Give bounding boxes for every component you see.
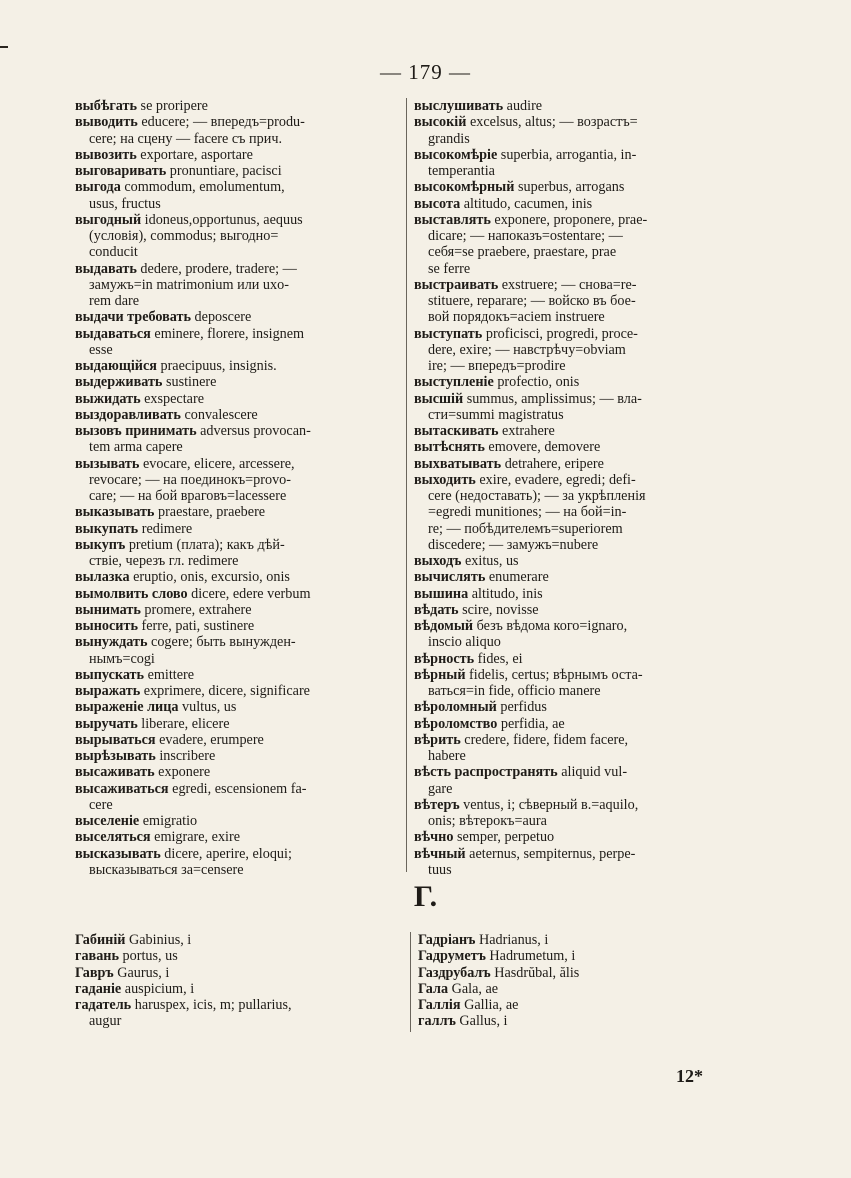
entry-definition: exponere, proponere, prae-	[494, 211, 648, 228]
entry-definition: sustinere	[165, 374, 217, 391]
entry-headword: высаживаться	[75, 780, 169, 797]
dictionary-entry	[414, 586, 746, 602]
left-column	[75, 98, 405, 878]
entry-definition: convalescere	[184, 406, 258, 423]
entry-continuation: inscio aliquo	[428, 634, 501, 651]
entry-headword: вычислять	[414, 569, 486, 586]
entry-definition: superbus, arrogans	[517, 179, 625, 196]
entry-headword: выручать	[75, 715, 138, 732]
dictionary-entry	[75, 374, 405, 390]
g-right-column	[418, 932, 748, 1030]
entry-definition: egredi, escensionem fa-	[172, 780, 307, 797]
dictionary-entry	[414, 179, 746, 195]
entry-definition: enumerare	[488, 569, 549, 586]
entry-headword: вытѣснять	[414, 439, 485, 456]
g-left-column	[75, 932, 405, 1030]
entry-definition: haruspex, icis, m; pullarius,	[134, 997, 292, 1013]
entry-continuation: dicare; — напоказъ=ostentare; —	[428, 228, 623, 244]
dictionary-entry	[75, 407, 405, 423]
entry-definition: eminere, florere, insignem	[154, 325, 305, 342]
dictionary-entry	[414, 277, 746, 326]
entry-continuation: gare	[428, 780, 453, 797]
entry-headword: выжидать	[75, 390, 141, 407]
entry-headword: вѣсть распространять	[414, 764, 558, 781]
entry-headword: вѣдать	[414, 601, 459, 618]
entry-headword: высокомѣрный	[414, 179, 515, 196]
entry-headword: выступать	[414, 325, 483, 342]
dictionary-entry	[75, 423, 405, 456]
entry-definition: adversus provocan-	[200, 423, 311, 439]
dictionary-entry	[414, 147, 746, 180]
entry-definition: emigratio	[142, 813, 198, 829]
entry-continuation: tuus	[428, 861, 452, 878]
entry-headword: выражать	[75, 683, 141, 699]
dictionary-entry	[75, 569, 405, 585]
entry-headword: выгода	[75, 179, 121, 196]
entry-headword: галлъ	[418, 1013, 456, 1030]
entry-definition: extrahere	[502, 423, 555, 439]
entry-headword: выходъ	[414, 553, 462, 569]
entry-headword: вѣроломный	[414, 699, 497, 716]
entry-headword: выдаваться	[75, 325, 151, 342]
entry-continuation: себя=se praebere, praestare, prae	[428, 244, 617, 261]
entry-definition: exportare, asportare	[140, 146, 253, 163]
dictionary-entry	[418, 965, 748, 981]
entry-headword: выздоравливать	[75, 406, 181, 423]
entry-headword: Газдрубалъ	[418, 964, 491, 981]
entry-continuation: revocare; — на поединокъ=provo-	[89, 471, 292, 488]
dictionary-entry	[75, 98, 405, 114]
dictionary-entry	[75, 537, 405, 570]
entry-headword: выхватывать	[414, 455, 502, 472]
entry-continuation: discedere; — замужъ=nubere	[428, 536, 599, 553]
entry-continuation: ваться=in fide, officio manere	[428, 683, 601, 699]
entry-definition: Gallus, i	[459, 1013, 508, 1030]
entry-definition: Gallia, ae	[464, 997, 519, 1013]
entry-continuation: onis; вѣтерокъ=aura	[428, 813, 547, 829]
entry-definition: ferre, pati, sustinere	[141, 618, 255, 634]
entry-continuation: cere	[89, 796, 113, 813]
printer-signature: 12*	[676, 1066, 703, 1086]
g-column-divider	[410, 932, 411, 1032]
entry-definition: altitudo, cacumen, inis	[463, 195, 593, 212]
entry-continuation: se ferre	[428, 260, 471, 277]
dictionary-entry	[75, 358, 405, 374]
entry-headword: выставлять	[414, 211, 491, 228]
entry-headword: высота	[414, 195, 461, 212]
dictionary-entry	[75, 846, 405, 879]
dictionary-entry	[75, 667, 405, 683]
entry-definition: fides, ei	[477, 650, 523, 667]
entry-headword: высокомѣріе	[414, 146, 498, 163]
entry-definition: educere; — впередъ=produ-	[141, 114, 305, 131]
dictionary-entry	[414, 472, 746, 553]
entry-definition: audire	[506, 98, 543, 114]
entry-continuation: высказываться за=censere	[89, 861, 244, 878]
entry-definition: fidelis, certus; вѣрнымъ оста-	[469, 666, 643, 683]
entry-continuation: замужъ=in matrimonium или uxo-	[89, 276, 289, 293]
entry-definition: superbia, arrogantia, in-	[500, 146, 637, 163]
dictionary-entry	[75, 748, 405, 764]
dictionary-entry	[414, 553, 746, 569]
entry-continuation: ствіе, черезъ гл. redimere	[89, 553, 239, 569]
entry-definition: se proripere	[140, 98, 208, 114]
entry-definition: exponere	[158, 764, 211, 781]
entry-definition: aliquid vul-	[561, 764, 628, 781]
entry-continuation: вой порядокъ=aciem instruere	[428, 309, 605, 326]
margin-mark	[0, 46, 8, 48]
dictionary-entry	[418, 1013, 748, 1029]
entry-headword: выносить	[75, 618, 138, 634]
dictionary-entry	[75, 212, 405, 261]
dictionary-entry	[418, 948, 748, 964]
entry-headword: высаживать	[75, 764, 155, 781]
entry-headword: Гадріанъ	[418, 932, 476, 948]
entry-continuation: нымъ=cogi	[89, 650, 155, 667]
entry-definition: excelsus, altus; — возрастъ=	[469, 114, 638, 131]
dictionary-entry	[75, 163, 405, 179]
entry-headword: выдачи требовать	[75, 309, 191, 326]
dictionary-entry	[75, 391, 405, 407]
entry-headword: вытаскивать	[414, 423, 499, 439]
entry-definition: emigrare, exire	[154, 829, 240, 846]
entry-continuation: cere; на сцену — facere съ прич.	[89, 130, 283, 147]
dictionary-entry	[75, 504, 405, 520]
entry-headword: вылазка	[75, 569, 130, 586]
entry-headword: вѣдомый	[414, 618, 474, 634]
entry-definition: безъ вѣдома кого=ignaro,	[476, 618, 628, 634]
dictionary-entry	[418, 981, 748, 997]
entry-definition: evadere, erumpere	[159, 731, 264, 748]
dictionary-entry	[414, 114, 746, 147]
entry-headword: высокій	[414, 114, 467, 131]
dictionary-entry	[414, 716, 746, 732]
entry-headword: вырѣзывать	[75, 748, 156, 764]
entry-continuation: care; — на бой враговъ=lacessere	[89, 488, 287, 504]
entry-headword: высшій	[414, 390, 464, 407]
entry-headword: вынуждать	[75, 634, 148, 651]
entry-continuation: temperantia	[428, 163, 495, 179]
entry-headword: вѣрный	[414, 666, 466, 683]
entry-definition: proficisci, progredi, proce-	[485, 325, 638, 342]
dictionary-entry	[414, 326, 746, 375]
entry-headword: выстраивать	[414, 276, 499, 293]
dictionary-entry	[75, 997, 405, 1030]
dictionary-entry	[414, 98, 746, 114]
entry-definition: perfidus	[500, 699, 547, 716]
entry-definition: scire, novisse	[462, 601, 539, 618]
entry-continuation: re; — побѣдителемъ=superiorem	[428, 520, 623, 537]
entry-headword: выговаривать	[75, 163, 167, 179]
entry-definition: exire, evadere, egredi; defi-	[479, 471, 636, 488]
dictionary-entry	[75, 326, 405, 359]
dictionary-entry	[75, 602, 405, 618]
dictionary-entry	[75, 732, 405, 748]
entry-definition: exitus, us	[464, 553, 519, 569]
entry-definition: ventus, i; сѣверный в.=aquilo,	[463, 796, 639, 813]
dictionary-entry	[414, 667, 746, 700]
entry-definition: Gala, ae	[451, 980, 499, 997]
entry-headword: гадатель	[75, 997, 132, 1013]
entry-headword: вынимать	[75, 601, 141, 618]
entry-headword: вѣчный	[414, 845, 466, 862]
entry-continuation: сти=summi magistratus	[428, 406, 564, 423]
entry-definition: semper, perpetuo	[457, 829, 555, 846]
dictionary-entry	[414, 732, 746, 765]
entry-continuation: habere	[428, 748, 466, 764]
entry-headword: вѣроломство	[414, 715, 498, 732]
entry-definition: praestare, praebere	[157, 504, 266, 521]
entry-headword: вывозить	[75, 146, 137, 163]
dictionary-entry	[75, 634, 405, 667]
entry-headword: выдавать	[75, 260, 137, 277]
entry-definition: emittere	[147, 666, 195, 683]
dictionary-entry	[75, 948, 405, 964]
entry-definition: exstruere; — снова=re-	[501, 276, 637, 293]
entry-definition: aeternus, sempiternus, perpe-	[469, 845, 636, 862]
dictionary-entry	[75, 521, 405, 537]
entry-continuation: usus, fructus	[89, 195, 161, 212]
entry-headword: выгодный	[75, 211, 142, 228]
dictionary-entry	[414, 456, 746, 472]
section-letter: Г.	[413, 880, 438, 913]
dictionary-entry	[414, 196, 746, 212]
entry-headword: выпускать	[75, 666, 145, 683]
dictionary-entry	[418, 997, 748, 1013]
dictionary-entry	[414, 699, 746, 715]
entry-definition: dicere, aperire, eloqui;	[164, 845, 292, 862]
entry-definition: promere, extrahere	[144, 601, 252, 618]
dictionary-entry	[75, 261, 405, 310]
entry-definition: exprimere, dicere, significare	[143, 683, 310, 699]
entry-definition: Hasdrŭbal, ălis	[494, 964, 580, 981]
dictionary-entry	[414, 651, 746, 667]
entry-headword: Габиній	[75, 932, 126, 948]
entry-definition: redimere	[141, 520, 193, 537]
entry-definition: idoneus,opportunus, aequus	[144, 211, 303, 228]
entry-headword: выступленіе	[414, 374, 494, 391]
entry-definition: emovere, demovere	[488, 439, 601, 456]
entry-definition: eruptio, onis, excursio, onis	[133, 569, 290, 586]
dictionary-entry	[414, 439, 746, 455]
entry-headword: выбѣгать	[75, 98, 137, 114]
entry-headword: вызывать	[75, 455, 140, 472]
entry-headword: вышина	[414, 585, 469, 602]
entry-headword: выкупъ	[75, 536, 126, 553]
dictionary-entry	[75, 586, 405, 602]
dictionary-entry	[414, 846, 746, 879]
right-column	[414, 98, 746, 878]
entry-definition: pronuntiare, paciscі	[169, 163, 282, 179]
dictionary-entry	[75, 618, 405, 634]
dictionary-entry	[75, 456, 405, 505]
entry-continuation: rem dare	[89, 293, 140, 309]
entry-definition: pretium (плата); какъ дѣй-	[128, 536, 285, 553]
entry-definition: Hadrumetum, i	[489, 948, 576, 965]
dictionary-entry	[75, 179, 405, 212]
entry-definition: deposcere	[194, 309, 252, 326]
entry-headword: выселяться	[75, 829, 151, 846]
entry-headword: гаданіе	[75, 980, 122, 997]
entry-definition: dedere, prodere, tradere; —	[140, 260, 297, 277]
entry-headword: вѣчно	[414, 829, 454, 846]
dictionary-entry	[75, 965, 405, 981]
entry-headword: выкупать	[75, 520, 139, 537]
dictionary-entry	[414, 764, 746, 797]
entry-definition: Hadrianus, i	[478, 932, 549, 948]
dictionary-entry	[414, 618, 746, 651]
entry-definition: perfidia, ae	[500, 715, 565, 732]
entry-definition: vultus, us	[182, 699, 237, 716]
dictionary-entry	[75, 981, 405, 997]
entry-headword: выводить	[75, 114, 138, 131]
dictionary-entry	[75, 781, 405, 814]
entry-headword: Гавръ	[75, 964, 114, 981]
entry-definition: exspectare	[144, 390, 204, 407]
dictionary-entry	[414, 829, 746, 845]
entry-headword: выраженіе лица	[75, 699, 179, 716]
dictionary-entry	[414, 374, 746, 390]
entry-headword: выходить	[414, 471, 476, 488]
entry-headword: выказывать	[75, 504, 155, 521]
entry-definition: Gabinius, i	[128, 932, 192, 948]
entry-headword: выдающійся	[75, 358, 157, 374]
dictionary-entry	[75, 764, 405, 780]
dictionary-entry	[414, 212, 746, 277]
entry-continuation: =egredi munitiones; — на бой=in-	[428, 504, 627, 521]
entry-continuation: esse	[89, 341, 113, 358]
entry-definition: summus, amplissimus; — вла-	[466, 390, 642, 407]
entry-definition: praecipuus, insignis.	[160, 358, 277, 374]
dictionary-entry	[75, 309, 405, 325]
entry-continuation: dere, exire; — навстрѣчу=obviam	[428, 341, 626, 358]
entry-headword: вымолвить слово	[75, 585, 188, 602]
entry-definition: altitudo, inis	[471, 585, 543, 602]
entry-definition: portus, us	[122, 948, 178, 965]
entry-continuation: tem arma capere	[89, 439, 183, 456]
column-divider	[406, 98, 407, 872]
entry-headword: вырываться	[75, 731, 156, 748]
entry-headword: выселеніе	[75, 813, 140, 829]
dictionary-entry	[75, 114, 405, 147]
entry-definition: dicere, edere verbum	[191, 585, 311, 602]
dictionary-entry	[414, 602, 746, 618]
dictionary-entry	[75, 716, 405, 732]
dictionary-entry	[414, 569, 746, 585]
dictionary-entry	[418, 932, 748, 948]
entry-continuation: augur	[89, 1013, 122, 1030]
dictionary-entry	[75, 683, 405, 699]
entry-headword: выслушивать	[414, 98, 504, 114]
entry-continuation: cere (недоставать); — за укрѣпленія	[428, 488, 646, 504]
entry-continuation: conducit	[89, 244, 138, 261]
entry-definition: evocare, elicere, arcessere,	[142, 455, 295, 472]
entry-definition: Gaurus, i	[117, 964, 170, 981]
entry-continuation: grandis	[428, 130, 470, 147]
entry-continuation: ire; — впередъ=prodire	[428, 358, 566, 374]
entry-headword: гавань	[75, 948, 119, 965]
entry-definition: inscribere	[159, 748, 216, 764]
dictionary-entry	[75, 813, 405, 829]
dictionary-entry	[75, 932, 405, 948]
entry-headword: вызовъ принимать	[75, 423, 197, 439]
entry-definition: profectio, onis	[497, 374, 580, 391]
entry-headword: выдерживать	[75, 374, 163, 391]
page-number: — 179 —	[380, 60, 471, 84]
entry-continuation: stituere, reparare; — войско въ бое-	[428, 293, 636, 309]
entry-headword: Галлія	[418, 997, 461, 1013]
dictionary-entry	[414, 391, 746, 424]
dictionary-entry	[414, 423, 746, 439]
entry-headword: вѣтеръ	[414, 796, 460, 813]
entry-continuation: (условія), commodus; выгодно=	[89, 228, 279, 244]
entry-definition: auspicium, i	[124, 980, 195, 997]
entry-headword: вѣрность	[414, 650, 475, 667]
entry-headword: высказывать	[75, 845, 161, 862]
entry-definition: liberare, elicere	[141, 715, 230, 732]
entry-definition: detrahere, eripere	[504, 455, 604, 472]
entry-definition: cogere; быть вынужден-	[151, 634, 296, 651]
dictionary-entry	[75, 829, 405, 845]
entry-headword: Гала	[418, 980, 449, 997]
dictionary-entry	[75, 147, 405, 163]
entry-headword: вѣрить	[414, 731, 461, 748]
entry-definition: commodum, emolumentum,	[124, 179, 285, 196]
dictionary-entry	[75, 699, 405, 715]
dictionary-entry	[414, 797, 746, 830]
entry-definition: credere, fidere, fidem facere,	[464, 731, 629, 748]
entry-headword: Гадруметъ	[418, 948, 486, 965]
